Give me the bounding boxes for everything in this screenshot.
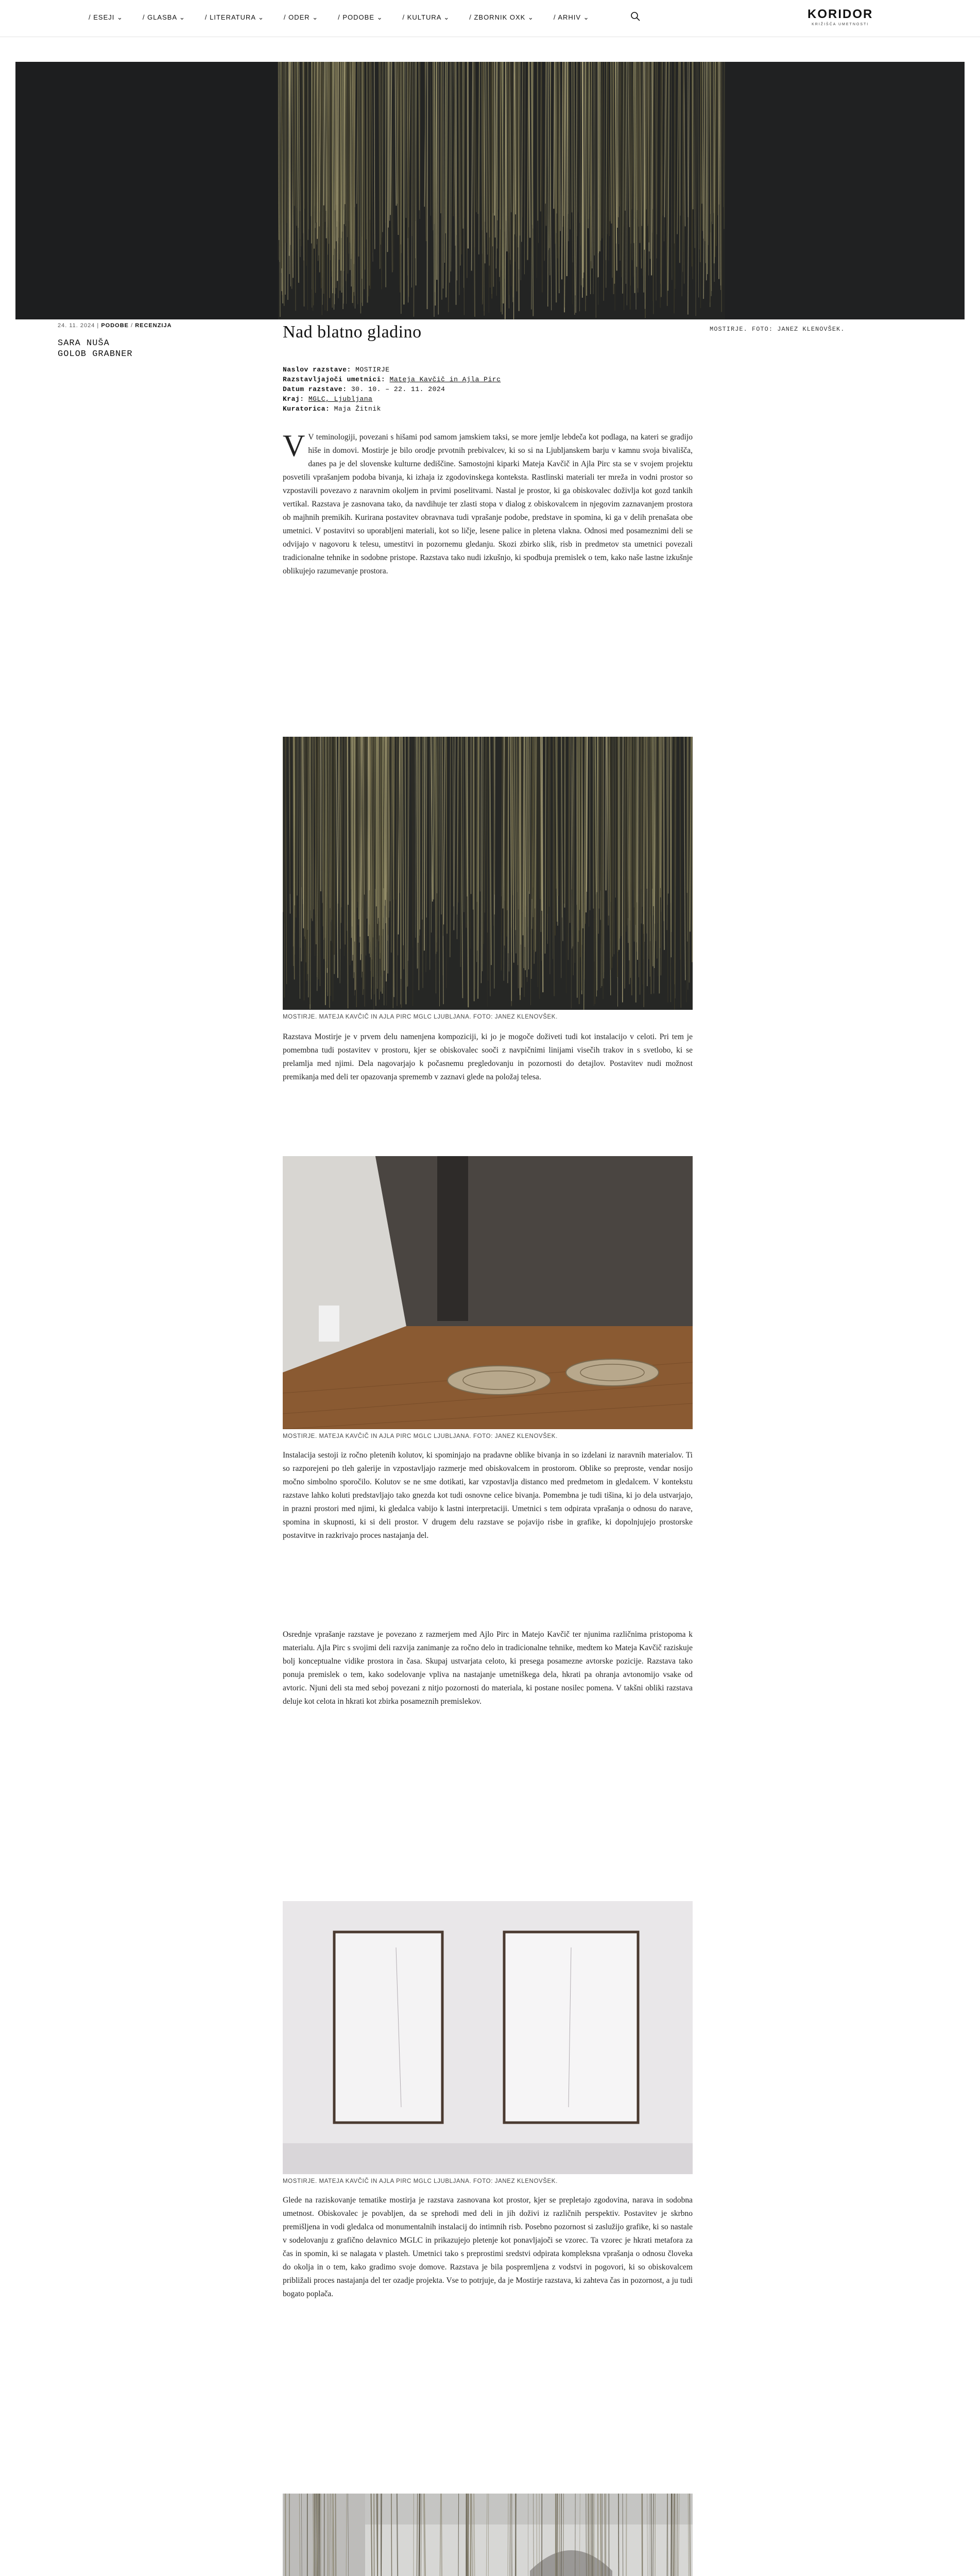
paragraph-5: Glede na raziskovanje tematike mostirja je razstava zasnovana kot prostor, kjer se prepletajo zgodovina, narava in sodobna umetnost. Obiskovalec je povabljen, da se sprehodi med deli in jih doživi iz različnih perspektiv. Postavitev je skrbno premišljena in vodi gledalca od monumentalnih instalacij do intimnih risb. Posebno pozornost si zaslužijo grafike, ki so nastale v sodelovanju z grafično delavnico MGLC in prikazujejo pletenje kot ponavljajoči se vzorec. Ta vzorec je hkrati metafora za čas in spomin, ki se nalagata v plasteh. Umetnici tako s preprostimi sredstvi odpirata kompleksna vprašanja o odnosu človeka do okolja in o tem, kako gradimo svoje domove. Razstava je bila pospremljena z vodstvi in pogovori, ki so obiskovalcem približali proces nastajanja del ter ozadje projekta. Vse to potrjuje, da je Mostirje razstava, ki zahteva čas in pozornost, a ju tudi bogato poplača. [283, 2196, 693, 2298]
paragraph-1: V V teminologiji, povezani s hišami pod samom jamskiem taksi, se more jemlje lebdeča kot podlaga, na kateri se gradijo hiše in domovi. Mostirje je bilo orodje prvotnih prebivalcev, ki so si na Ljubljanskem barju v kamnu svoja bivališča, danes pa je del slovenske kulturne dediščine. Samostojni kiparki Mateja Kavčič in Ajla Pirc sta se v svojem projektu posvetili vprašanjem podoba bivanja, ki izhaja iz zgodovinskega konteksta. Rastlinski materiali ter mreža in vodni prostor so vzpostavili povezavo z naravnim okoljem in prvimi poselitvami. Nastal je prostor, ki ga obiskovalec doživlja kot gozd tankih vertikal. Razstava je zasnovana tako, da navdihuje ter zlasti stopa v dialog z obiskovalcem in njegovim zaznavanjem prostora ob majhnih premikih. Kurirana postavitev obravnava tudi vprašanje podobe, predstave in spomina, ki ga v delih prenašata obe umetnici. V postavitvi so uporabljeni materiali, kot so ličje, lesene palice in pletena vlakna. Odnosi med posameznimi deli se odvijajo v nagovoru k telesu, umestitvi in pozornemu gledanju. Skozi zbirko slik, risb in predmetov sta umetnici povezali tradicionalne tehnike in sodobne pristope. Razstava tako nudi izkušnjo, ki spodbuja premislek o tem, kako naše lastne izkušnje oblikujejo razumevanje prostora. [283, 429, 693, 575]
menu-zbornik[interactable]: / ZBORNIK OXK ⌄ [469, 13, 534, 21]
article-body-2 [283, 1030, 693, 1084]
drop-cap: V [283, 429, 305, 463]
article-date: 24. 11. 2024 [58, 323, 95, 329]
detail-value: Maja Žitnik [334, 405, 381, 413]
section-link[interactable]: PODOBE [101, 323, 129, 329]
figure-1-photo [283, 737, 693, 1010]
article-body-3 [283, 1449, 693, 1543]
author-name[interactable] [58, 338, 212, 360]
figure-1-caption: MOSTIRJE. MATEJA KAVČIČ IN AJLA PIRC MGLC LJUBLJANA. FOTO: JANEZ KLENOVŠEK. [283, 1014, 558, 1020]
menu-glasba[interactable]: / GLASBA ⌄ [142, 13, 185, 21]
paragraph-4: Osrednje vprašanje razstave je povezano z razmerjem med Ajlo Pirc in Matejo Kavčič ter njunima različnima pristopoma k materialu. Ajla Pirc s svojimi deli razvija zanimanje za ročno delo in tradicionalne tehnike, medtem ko Mateja Kavčič raziskuje bolj konceptualne vidike prostora in časa. Skupaj ustvarjata celoto, ki presega posamezne avtorske pozicije. Razstava tako ponuja premislek o tem, kako sodelovanje vpliva na nastajanje umetniškega dela, hkrati pa ohranja avtonomijo vsake od avtoric. Njuni deli sta med seboj povezani z nitjo pozornosti do materiala, ki postane nosilec pomena. V takšni obliki razstava deluje kot celota in hkrati kot zbirka posameznih premislekov. [283, 1630, 693, 1706]
main-menu [89, 13, 609, 22]
menu-kultura[interactable]: / KULTURA ⌄ [402, 13, 450, 21]
detail-key: Naslov razstave: [283, 366, 351, 374]
author-last: GOLOB GRABNER [58, 349, 133, 359]
dateline: 24. 11. 2024 | PODOBE / RECENZIJA [58, 323, 172, 329]
paragraph-3: Instalacija sestoji iz ročno pletenih kolutov, ki spominjajo na pradavne oblike bivanja in so izdelani iz naravnih materialov. Ti so razporejeni po tleh galerije in vzpostavljajo razmerje med obiskovalcem in prostorom. Oblike so preproste, vendar nosijo močno simbolno sporočilo. Kolutov se ne sme dotikati, kar vzpostavlja distanco med predmetom in gledalcem. V kontekstu razstave lahko koluti predstavljajo tako gnezda kot tudi osnovne celice bivanja. Pomembna je tudi tišina, ki jo dela ustvarjajo, in prazni prostori med njimi, ki gledalca vabijo k lastni interpretaciji. Umetnici s tem odpirata vprašanja o odnosu do narave, spomina in skupnosti, ki si deli prostor. V drugem delu razstave se pojavijo risbe in grafike, ki dopolnjujejo prostorske postavitve in razkrivajo proces nastajanja del. [283, 1451, 693, 1540]
detail-key: Datum razstave: [283, 385, 347, 393]
detail-value: 30. 10. – 22. 11. 2024 [351, 385, 445, 393]
site-logo[interactable] [807, 7, 873, 26]
detail-key: Kuratorica: [283, 405, 330, 413]
figure-2 [283, 1156, 693, 1429]
exhibition-details [283, 365, 501, 414]
article-title: Nad blatno gladino [283, 323, 422, 342]
figure-1 [283, 737, 693, 1010]
menu-podobe[interactable]: / PODOBE ⌄ [338, 13, 383, 21]
article-body-4 [283, 1628, 693, 1708]
figure-3-caption: MOSTIRJE. MATEJA KAVČIČ IN AJLA PIRC MGLC LJUBLJANA. FOTO: JANEZ KLENOVŠEK. [283, 2178, 558, 2184]
hero-caption: MOSTIRJE. FOTO: JANEZ KLENOVŠEK. [710, 326, 845, 333]
figure-4 [283, 2494, 693, 2576]
venue-link[interactable]: MGLC, Ljubljana [308, 395, 373, 403]
logo-wordmark: KORIDOR [807, 7, 873, 21]
artists-link[interactable]: Mateja Kavčič in Ajla Pirc [389, 376, 501, 383]
figure-2-photo [283, 1156, 693, 1429]
figure-2-caption: MOSTIRJE. MATEJA KAVČIČ IN AJLA PIRC MGLC LJUBLJANA. FOTO: JANEZ KLENOVŠEK. [283, 1433, 558, 1439]
hero-image [15, 62, 965, 319]
menu-arhiv[interactable]: / ARHIV ⌄ [553, 13, 590, 21]
article-body-1 [283, 431, 693, 578]
type-link[interactable]: RECENZIJA [135, 323, 172, 329]
paragraph-2: Razstava Mostirje je v prvem delu namenjena kompoziciji, ki jo je mogoče doživeti tudi kot instalacijo v celoti. Pri tem je pomembna tudi postavitev v prostoru, kjer se obiskovalec sooči z navpičnimi linijami visečih trakov in s svetlobo, ki se prelamlja med njimi. Dela nagovarjajo k počasnemu pregledovanju in pozornosti do detajlov. Postavitev nudi možnost premikanja med deli ter opazovanja sprememb v zaznavi glede na položaj telesa. [283, 1032, 693, 1081]
article-body-5 [283, 2194, 693, 2301]
menu-eseji[interactable]: / ESEJI ⌄ [89, 13, 123, 21]
search-icon[interactable] [630, 11, 641, 22]
top-navigation [0, 0, 980, 37]
hero-photo [278, 62, 725, 319]
figure-3-photo [283, 1901, 693, 2174]
menu-oder[interactable]: / ODER ⌄ [283, 13, 319, 21]
hero-dark-panel [725, 62, 965, 319]
figure-3 [283, 1901, 693, 2174]
author-first: SARA NUŠA [58, 338, 110, 348]
detail-value: MOSTIRJE [355, 366, 390, 374]
logo-subtitle: KRIŽIŠČA UMETNOSTI [812, 23, 869, 26]
detail-key: Kraj: [283, 395, 304, 403]
figure-4-photo [283, 2494, 693, 2576]
article-meta [58, 323, 212, 360]
menu-literatura[interactable]: / LITERATURA ⌄ [204, 13, 264, 21]
detail-key: Razstavljajoči umetnici: [283, 376, 386, 383]
